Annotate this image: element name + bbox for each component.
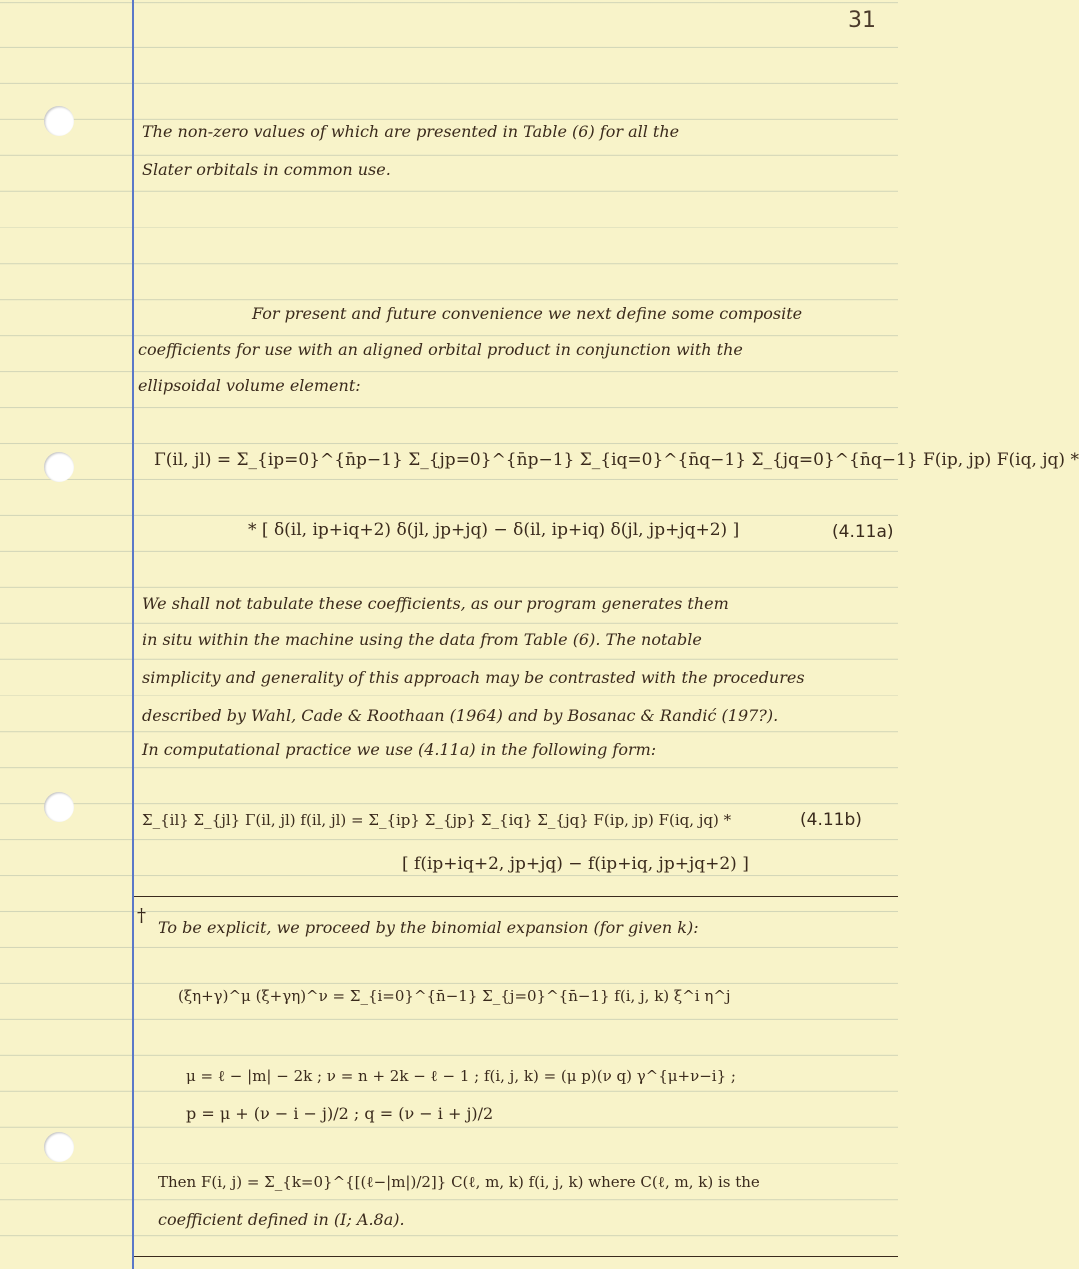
equation-4-11b-line2: [ f(ip+iq+2, jp+jq) − f(ip+iq, jp+jq+2) ] [402,854,749,874]
para1-line1: The non-zero values of which are presented in Table (6) for all the [142,122,680,141]
para2-line3: ellipsoidal volume element: [138,376,361,395]
equation-label-4-11a: (4.11a) [832,522,894,542]
footnote-rule [134,896,898,897]
equation-label-4-11b: (4.11b) [800,810,862,830]
para3-line1: We shall not tabulate these coefficients, as our program generates them [142,594,729,613]
equation-4-11b-line1: Σ_{il} Σ_{jl} Γ(il, jl) f(il, jl) = Σ_{ip} Σ_{jp} Σ_{iq} Σ_{jq} F(ip, jp) F(iq, jq) * [142,811,732,829]
footnote-last-line: coefficient defined in (I; A.8a). [158,1210,405,1229]
bottom-rule [134,1256,898,1257]
para1-line2: Slater orbitals in common use. [142,160,391,179]
margin-line [132,0,134,1269]
equation-4-11a-line1: Γ(il, jl) = Σ_{ip=0}^{n̄p−1} Σ_{jp=0}^{n̄p−1} Σ_{iq=0}^{n̄q−1} Σ_{jq=0}^{n̄q−1} F(ip, jp) F(iq, jq) * [154,450,1079,470]
para3-line4: described by Wahl, Cade & Roothaan (1964) and by Bosanac & Randić (197?). [142,706,779,725]
footnote-equation3: p = μ + (ν − i − j)/2 ; q = (ν − i + j)/2 [186,1104,494,1123]
punch-hole [44,792,74,822]
equation-4-11a-line2: * [ δ(il, ip+iq+2) δ(jl, jp+jq) − δ(il, ip+iq) δ(jl, jp+jq+2) ] [248,520,740,540]
footnote-line1: To be explicit, we proceed by the binomial expansion (for given k): [158,918,699,937]
footnote-equation2: μ = ℓ − |m| − 2k ; ν = n + 2k − ℓ − 1 ; f(i, j, k) = (μ p)(ν q) γ^{μ+ν−i} ; [186,1067,736,1085]
punch-hole [44,452,74,482]
punch-hole [44,106,74,136]
para2-line2: coefficients for use with an aligned orbital product in conjunction with the [138,340,743,359]
para3-line2: in situ within the machine using the data from Table (6). The notable [142,630,702,649]
page-number: 31 [848,8,876,33]
footnote-equation4: Then F(i, j) = Σ_{k=0}^{[(ℓ−|m|)/2]} C(ℓ, m, k) f(i, j, k) where C(ℓ, m, k) is the [158,1173,760,1191]
para3-line3: simplicity and generality of this approach may be contrasted with the procedures [142,668,805,687]
para3-line5: In computational practice we use (4.11a) in the following form: [142,740,657,759]
footnote-equation1: (ξη+γ)^μ (ξ+γη)^ν = Σ_{i=0}^{n̄−1} Σ_{j=0}^{n̄−1} f(i, j, k) ξ^i η^j [178,987,731,1005]
punch-hole [44,1132,74,1162]
para2-line1: For present and future convenience we next define some composite [252,304,803,323]
footnote-mark: † [137,905,146,926]
